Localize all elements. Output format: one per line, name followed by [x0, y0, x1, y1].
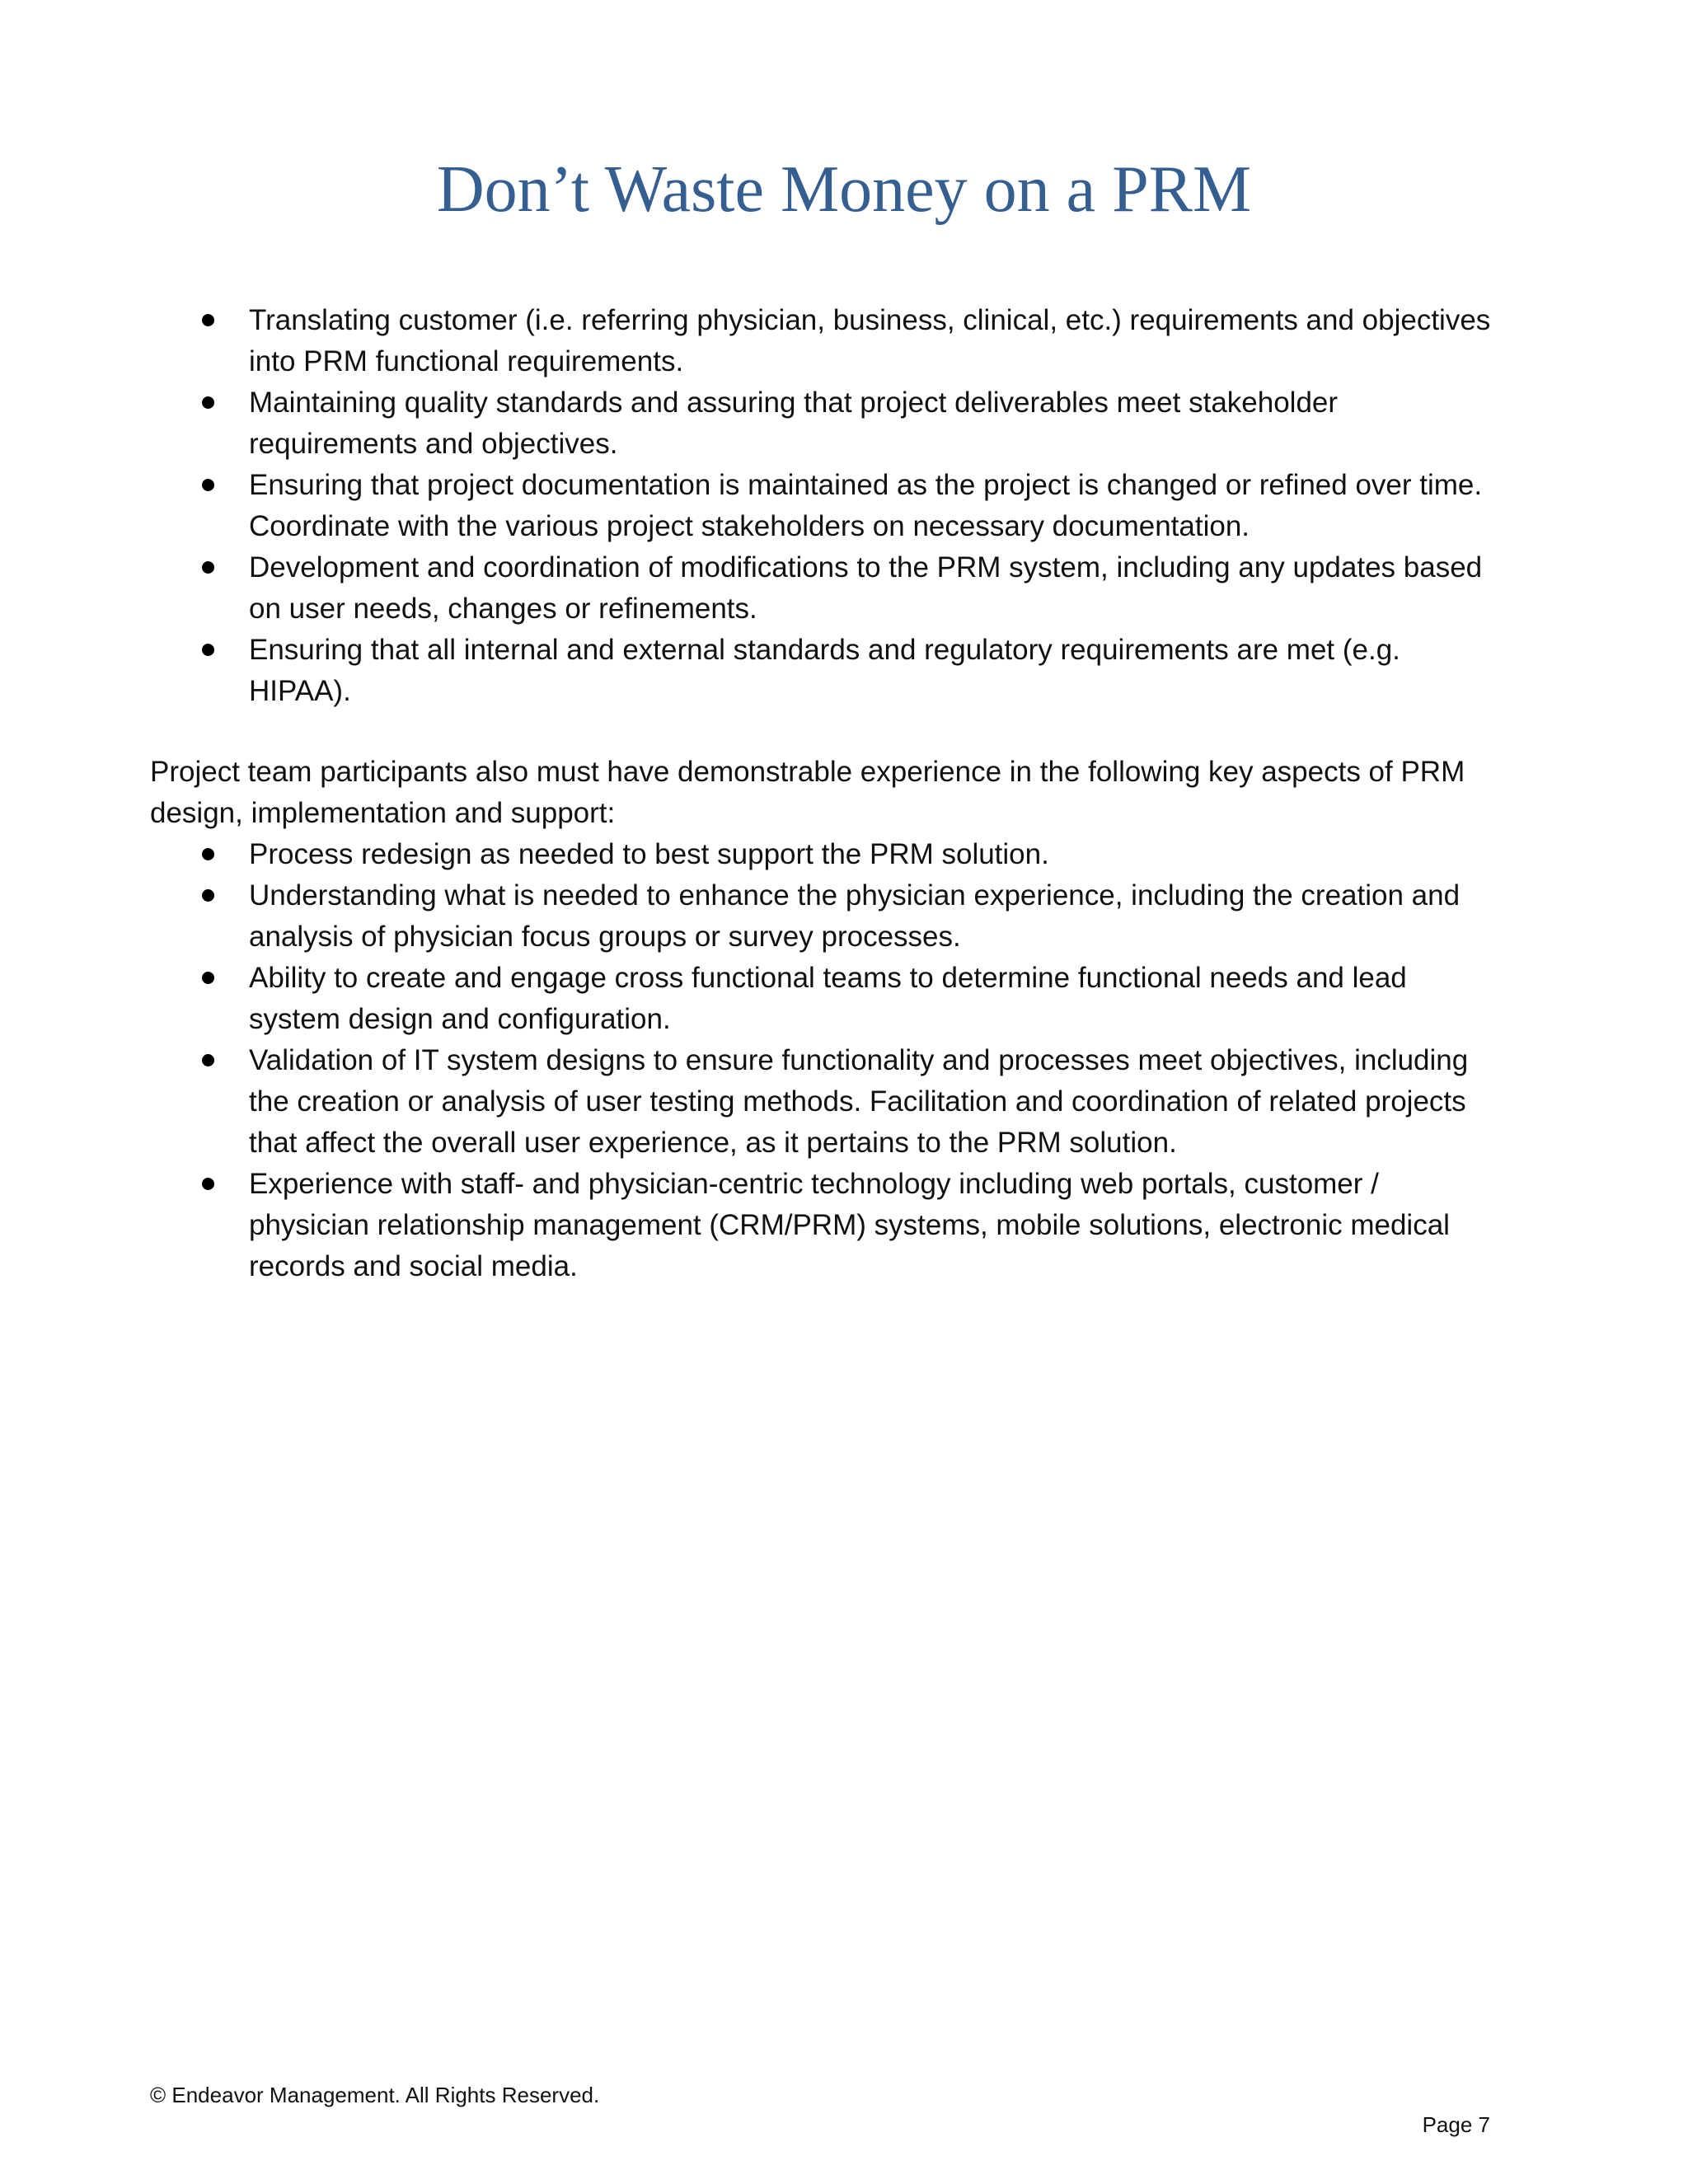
list-item-text: Translating customer (i.e. referring physician, business, clinical, etc.) requirements and objectives into PRM functional requirements. — [249, 304, 1491, 377]
bullet-icon — [202, 314, 214, 326]
list-item — [249, 382, 1502, 465]
list-item-text: Experience with staff- and physician-centric technology including web portals, customer / physician relationship management (CRM/PRM) systems, mobile solutions, electronic medical records and social media. — [249, 1168, 1450, 1282]
list-item — [249, 300, 1502, 382]
bullet-icon — [202, 479, 214, 491]
list-item-text: Development and coordination of modifications to the PRM system, including any updates based on user needs, changes or refinements. — [249, 551, 1483, 625]
list-item — [249, 547, 1502, 630]
bullet-icon — [202, 644, 214, 656]
list-item — [249, 1164, 1502, 1287]
list-item — [249, 1040, 1502, 1164]
list-item — [249, 875, 1502, 958]
list-item — [249, 834, 1502, 875]
list-item-text: Ability to create and engage cross functional teams to determine functional needs and lead system design and configuration. — [249, 962, 1407, 1035]
list-item-text: Validation of IT system designs to ensure functionality and processes meet objectives, including the creation or analysis of user testing methods. Facilitation and coordination of related projects that affect the overall user experience, as it pertains to the PRM solution. — [249, 1044, 1469, 1159]
page-number: Page 7 — [1422, 2112, 1490, 2137]
footer-copyright: © Endeavor Management. All Rights Reserved. — [150, 2083, 600, 2107]
bullet-icon — [202, 1054, 214, 1066]
page-title: Don’t Waste Money on a PRM — [436, 153, 1252, 226]
experience-list — [249, 834, 1502, 1287]
bullet-icon — [202, 396, 214, 409]
list-item — [249, 465, 1502, 547]
list-item-text: Understanding what is needed to enhance the physician experience, including the creation and analysis of physician focus groups or survey processes. — [249, 879, 1461, 953]
bullet-icon — [202, 889, 214, 902]
responsibilities-list — [249, 300, 1502, 712]
bullet-icon — [202, 972, 214, 984]
list-item — [249, 630, 1502, 712]
bullet-icon — [202, 1178, 214, 1190]
list-item-text: Process redesign as needed to best support the PRM solution. — [249, 838, 1049, 870]
list-item — [249, 958, 1502, 1040]
bullet-icon — [202, 561, 214, 574]
list-item-text: Ensuring that project documentation is maintained as the project is changed or refined over time. Coordinate with the various project stakeholders on necessary documentation. — [249, 469, 1483, 542]
list-item-text: Ensuring that all internal and external standards and regulatory requirements are met (e.g. HIPAA). — [249, 634, 1400, 707]
experience-intro-paragraph: Project team participants also must have demonstrable experience in the following key aspects of PRM design, implementation and support: — [150, 756, 1465, 829]
list-item-text: Maintaining quality standards and assuring that project deliverables meet stakeholder requirements and objectives. — [249, 387, 1339, 460]
bullet-icon — [202, 848, 214, 860]
